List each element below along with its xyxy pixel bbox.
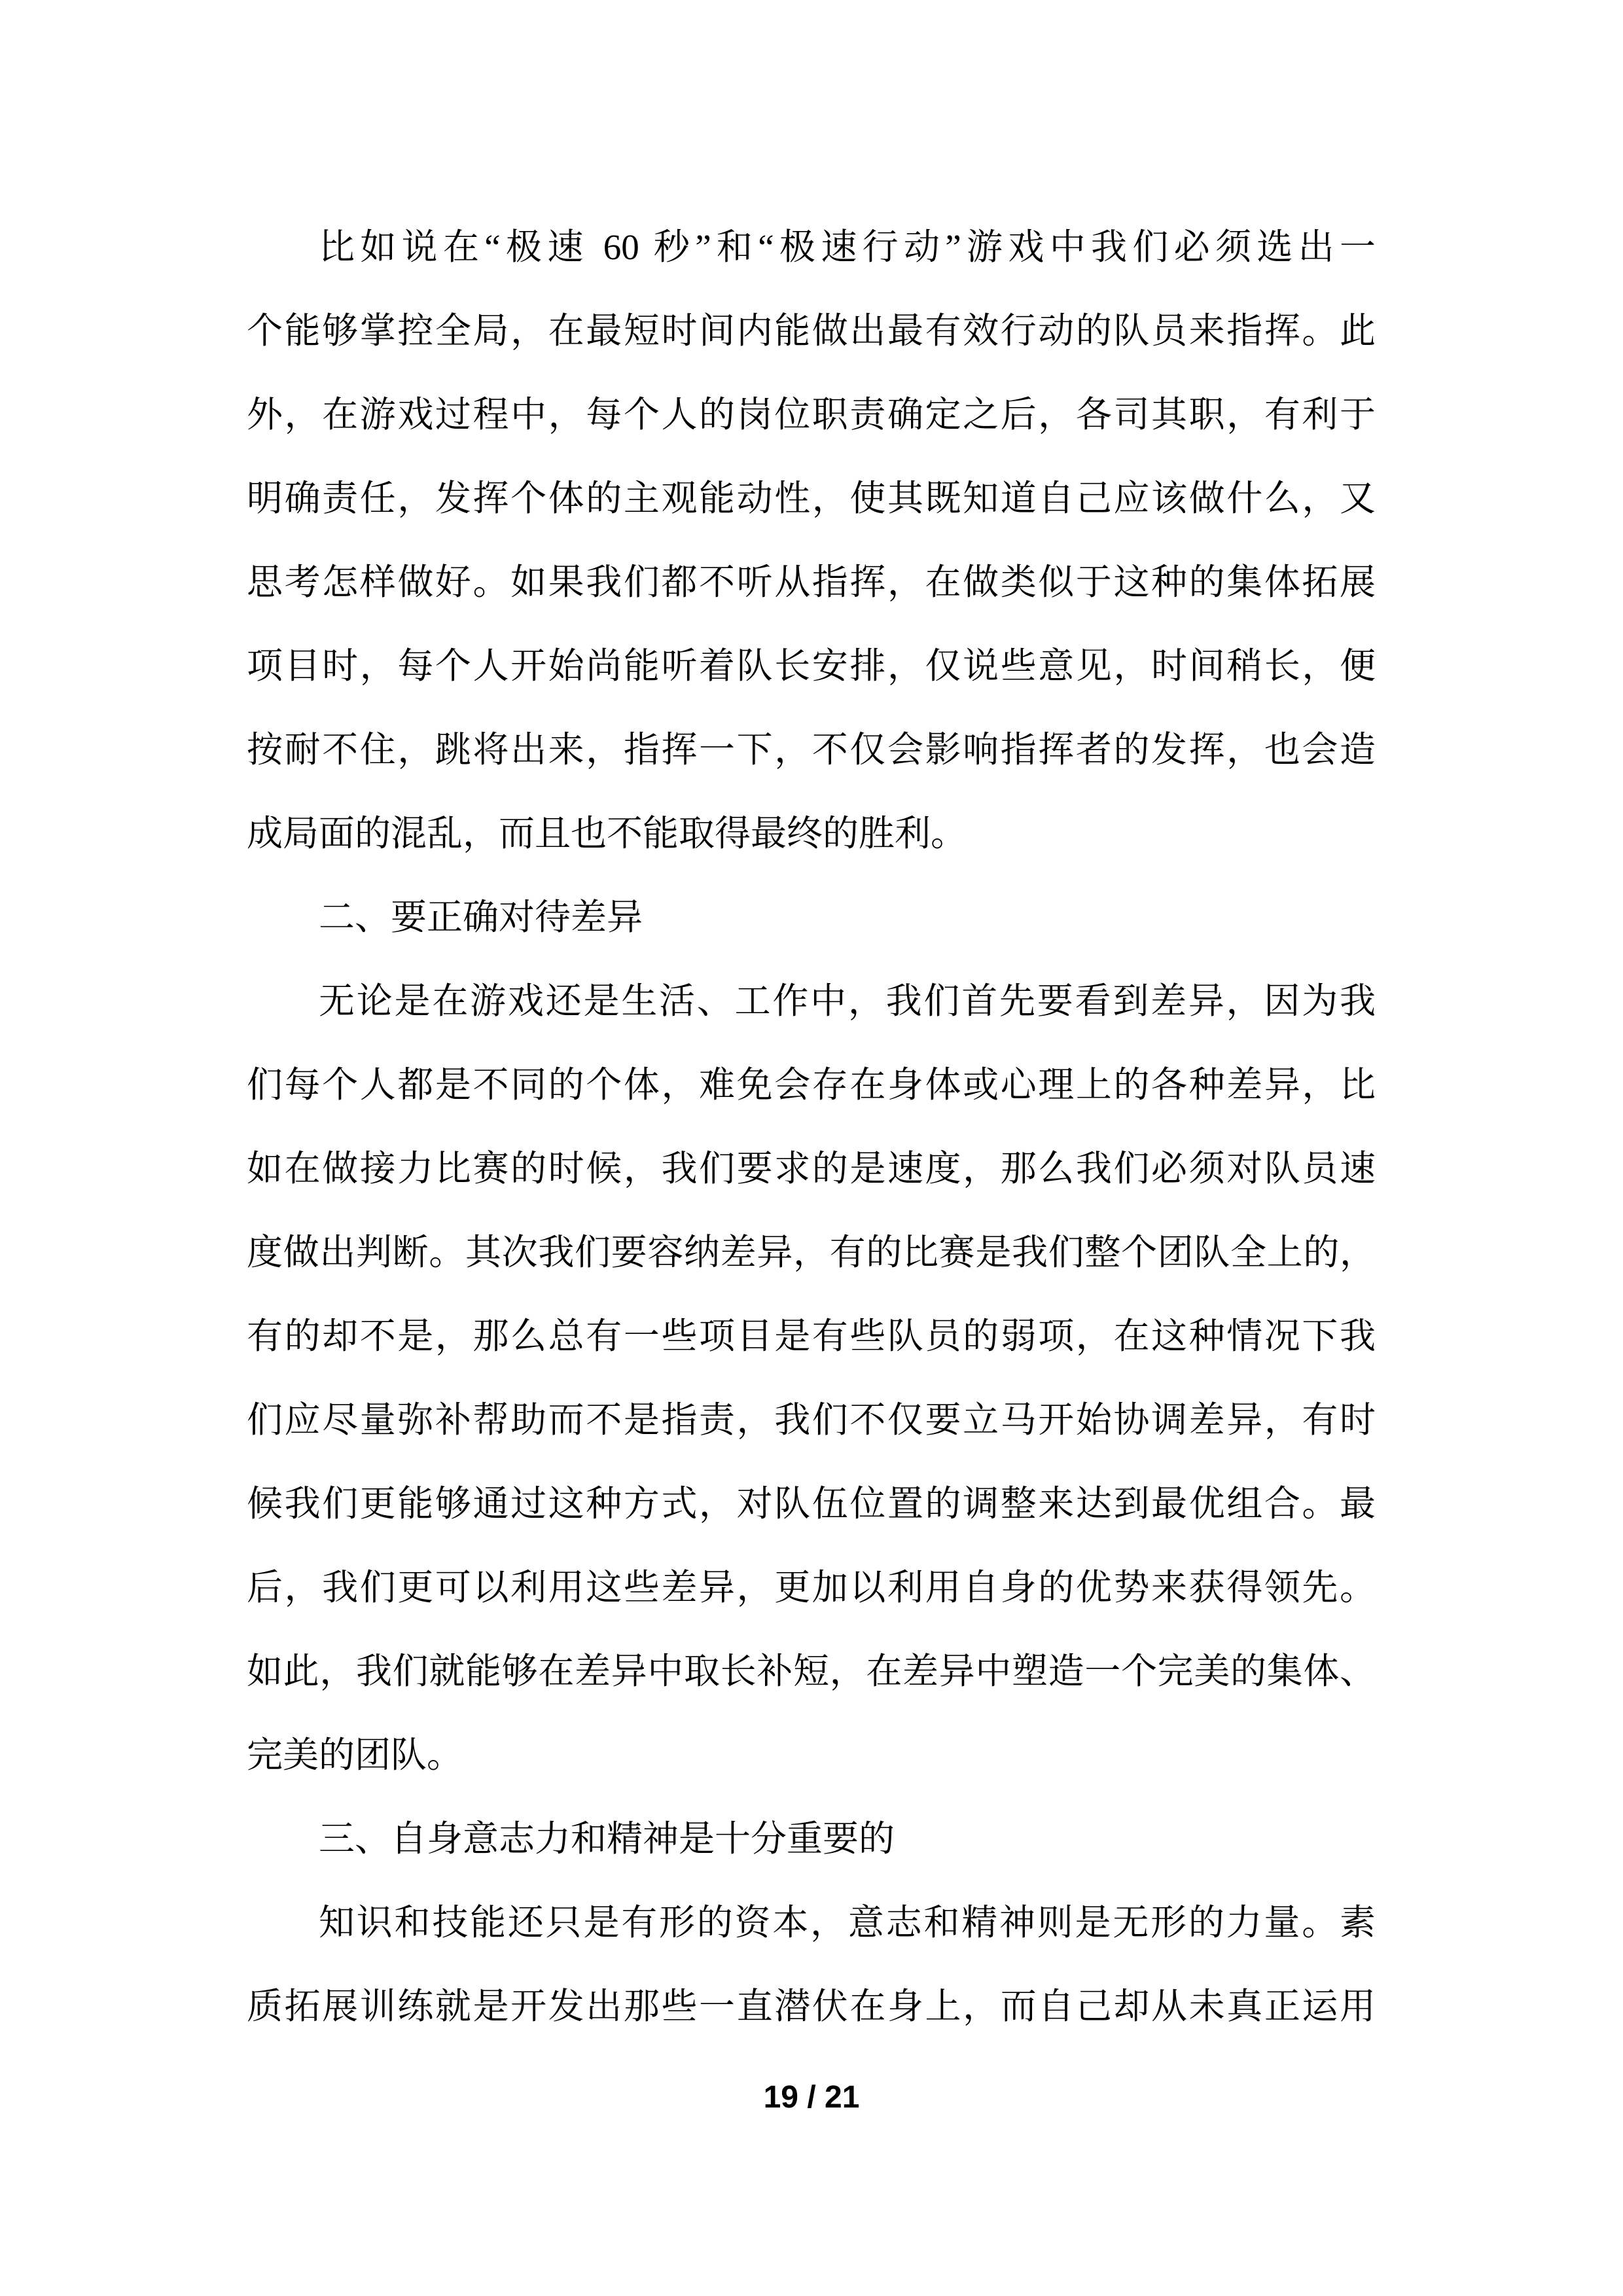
text-line: 成局面的混乱，而且也不能取得最终的胜利。: [247, 814, 967, 853]
text-line: 有的却不是，那么总有一些项目是有些队员的弱项，在这种情况下我: [247, 1316, 1376, 1356]
text-line: 知识和技能还只是有形的资本，意志和精神则是无形的力量。素: [319, 1903, 1376, 1943]
text-line: 后，我们更可以利用这些差异，更加以利用自身的优势来获得领先。: [247, 1568, 1376, 1607]
section-heading: 三、自身意志力和精神是十分重要的: [319, 1819, 895, 1859]
text-line: 按耐不住，跳将出来，指挥一下，不仅会影响指挥者的发挥，也会造: [247, 730, 1376, 770]
text-line: 比如说在“极速 60 秒”和“极速行动”游戏中我们必须选出一: [319, 227, 1376, 267]
text-line: 项目时，每个人开始尚能听着队长安排，仅说些意见，时间稍长，便: [247, 646, 1376, 686]
text-line: 明确责任，发挥个体的主观能动性，使其既知道自己应该做什么，又: [247, 478, 1376, 518]
text-line: 思考怎样做好。如果我们都不听从指挥，在做类似于这种的集体拓展: [247, 562, 1376, 602]
text-line: 们应尽量弥补帮助而不是指责，我们不仅要立马开始协调差异，有时: [247, 1400, 1376, 1440]
text-block: [247, 206, 1376, 2049]
text-line: 度做出判断。其次我们要容纳差异，有的比赛是我们整个团队全上的，: [247, 1232, 1376, 1272]
text-line: 如在做接力比赛的时候，我们要求的是速度，那么我们必须对队员速: [247, 1149, 1376, 1189]
text-line: 如此，我们就能够在差异中取长补短，在差异中塑造一个完美的集体、: [247, 1651, 1376, 1691]
text-line: 无论是在游戏还是生活、工作中，我们首先要看到差异，因为我: [319, 981, 1376, 1021]
text-line: 候我们更能够通过这种方式，对队伍位置的调整来达到最优组合。最: [247, 1484, 1376, 1524]
text-line: 们每个人都是不同的个体，难免会存在身体或心理上的各种差异，比: [247, 1065, 1376, 1105]
text-line: 质拓展训练就是开发出那些一直潜伏在身上，而自己却从未真正运用: [247, 1986, 1376, 2026]
text-line: 个能够掌控全局，在最短时间内能做出最有效行动的队员来指挥。此: [247, 311, 1376, 351]
section-heading: 二、要正确对待差异: [319, 897, 643, 937]
text-line: 完美的团队。: [247, 1735, 463, 1775]
page-number: 19 / 21: [763, 2080, 860, 2115]
text-line: 外，在游戏过程中，每个人的岗位职责确定之后，各司其职，有利于: [247, 395, 1376, 435]
